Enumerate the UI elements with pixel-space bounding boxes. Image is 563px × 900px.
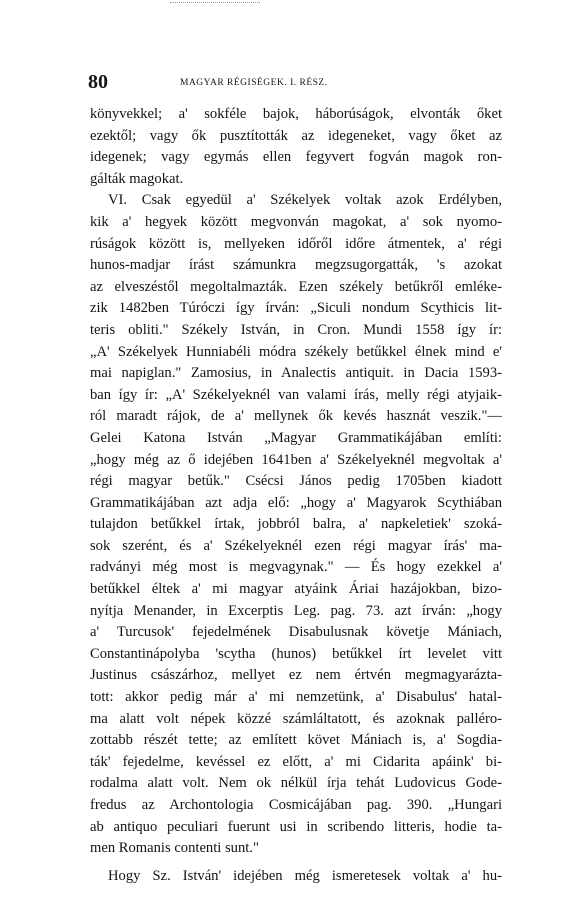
text-line: „hogy még az ő idejében 1641ben a' Székelyeknél megvoltak a'	[90, 451, 502, 468]
text-line: Justinus császárhoz, mellyet ez nem értvén megmagyarázta-	[90, 667, 502, 684]
text-line: teris obliti." Székely István, in Cron. Mundi 1558 így ír:	[90, 321, 502, 338]
text-line: régi magyar betűk." Csécsi János pedig 1705ben kiadott	[90, 473, 502, 490]
page-edge-mark	[170, 2, 260, 4]
text-line: zottabb részét tette; az említett követ Mániach is, a' Sogdia-	[90, 732, 502, 749]
text-line: tott: akkor pedig már a' mi nemzetünk, a' Disabulus' hatal-	[90, 689, 502, 706]
paragraph-3	[90, 866, 502, 888]
text-line: könyvekkel; a' sokféle bajok, háborúságok, elvonták őket	[90, 106, 502, 122]
running-head: MAGYAR RÉGISÉGEK. I. RÉSZ.	[180, 78, 328, 88]
text-line: ezektől; vagy ők pusztították az idegeneket, vagy őket az	[90, 127, 502, 144]
text-line: kik a' hegyek között megvonván magokat, a' sok nyomo-	[90, 213, 502, 230]
text-line: rúságok között is, mellyeken időről időre átmentek, a' régi	[90, 235, 502, 252]
text-line: tulajdon betűkkel írtak, jobbról balra, a' napkeletiek' szoká-	[90, 516, 502, 533]
text-line: a' Turcusok' fejedelmének Disabulusnak követje Mániach,	[90, 624, 502, 641]
text-line: Grammatikájában azt adja elő: „hogy a' Magyarok Scythiában	[90, 494, 502, 511]
text-line: fredus az Archontologia Cosmicájában pag. 390. „Hungari	[90, 797, 502, 813]
text-line: mai napiglan." Zamosius, in Analectis antiquit. in Dacia 1593-	[90, 365, 502, 382]
text-line: zik 1482ben Túróczi így írván: „Siculi nondum Scythicis lit-	[90, 300, 502, 317]
paragraph-2	[90, 190, 502, 859]
text-line: men Romanis contenti sunt."	[90, 840, 259, 857]
text-line: ab antiquo peculiari fuerunt usi in scribendo litteris, hodie ta-	[90, 818, 502, 835]
text-line: radványi még most is megvagynak." — És hogy ezekkel a'	[90, 559, 502, 576]
text-line: Constantinápolyba 'scytha (hunos) betűkkel írt levelet vitt	[90, 645, 502, 662]
text-line: VI. Csak egyedül a' Székelyek voltak azok Erdélyben,	[108, 192, 502, 209]
text-line: ták' fejedelme, kevéssel ez előtt, a' mi Cidarita apáink' bi-	[90, 753, 502, 770]
text-line: ban így ír: „A' Székelyeknél van valami írás, melly régi atyjaik-	[90, 386, 502, 403]
text-line: hunos-madjar írást számunkra megzsugorgatták, 's azokat	[90, 257, 502, 274]
text-line: az elveszéstől megoltalmazták. Ezen székely betűkről emléke-	[90, 278, 502, 295]
paragraph-1	[90, 104, 502, 190]
text-line: betűkkel éltek a' mi magyar atyáink Áriai hazájokban, bizo-	[90, 581, 502, 598]
text-line: Gelei Katona István „Magyar Grammatikájában említi:	[90, 429, 502, 446]
text-line: idegenek; vagy egymás ellen fegyvert fogván magok ron-	[90, 149, 502, 166]
text-line: gálták magokat.	[90, 170, 184, 187]
text-line: ról maradt rájok, de a' mellynek ők kevés hasznát veszik."—	[90, 408, 502, 425]
text-line: sok szerént, és a' Székelyeknél ezen régi magyar írás' ma-	[90, 537, 502, 554]
page-number: 80	[88, 71, 108, 93]
text-line: rodalma alatt volt. Nem ok nélkül írja tehát Ludovicus Gode-	[90, 775, 502, 792]
page-header	[88, 70, 500, 96]
text-line: nyítja Menander, in Excerptis Leg. pag. 73. azt írván: „hogy	[90, 602, 502, 619]
text-line: Hogy Sz. István' idejében még ismeretesek voltak a' hu-	[108, 867, 502, 884]
body-text	[90, 104, 502, 887]
text-line: „A' Székelyek Hunniabéli módra székely betűkkel élnek mind e'	[90, 343, 502, 360]
text-line: ma alatt volt népek közzé számláltatott, és azoknak palléro-	[90, 710, 502, 727]
